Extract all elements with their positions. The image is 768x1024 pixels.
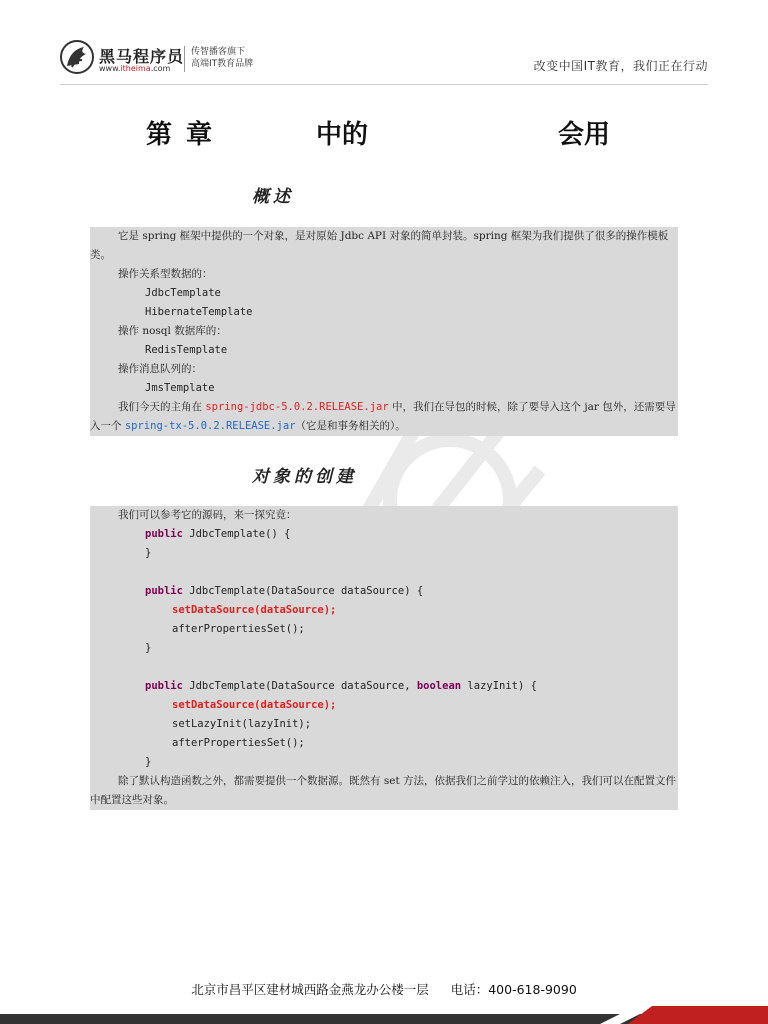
section-heading-overview: 概述 xyxy=(252,187,294,207)
keyword-public: public xyxy=(145,528,183,540)
jdbc-template-label: JdbcTemplate xyxy=(145,287,221,299)
jar-paragraph xyxy=(90,398,678,436)
relational-label: 操作关系型数据的： xyxy=(118,268,213,280)
ctor2-sig: JdbcTemplate(DataSource dataSource) { xyxy=(182,585,424,597)
keyword-public: public xyxy=(145,680,183,692)
mq-label: 操作消息队列的： xyxy=(118,363,202,375)
nosql-label: 操作 nosql 数据库的： xyxy=(118,325,227,337)
page-header xyxy=(0,0,768,92)
url-highlight: itheima xyxy=(120,64,151,73)
title-part-2: 章 xyxy=(186,120,213,150)
title-part-3: 中的 xyxy=(316,120,369,150)
code-intro: 我们可以参考它的源码，来一探究竟： xyxy=(118,509,297,521)
ctor1-sig: JdbcTemplate() { xyxy=(182,528,291,540)
section-heading-creation: 对象的创建 xyxy=(252,467,357,487)
code-line-set-ds-2: setDataSource(dataSource); xyxy=(172,699,337,711)
overview-text-box xyxy=(90,227,678,436)
horse-logo-icon xyxy=(60,40,94,74)
code-line-close-1: } xyxy=(145,547,152,559)
code-line-after-2: afterPropertiesSet(); xyxy=(172,737,305,749)
overview-paragraph: 它是 spring 框架中提供的一个对象，是对原始 Jdbc API 对象的简单封装。spring 框架为我们提供了很多的操作模板类。 xyxy=(90,230,669,261)
code-line-after-1: afterPropertiesSet(); xyxy=(172,623,305,635)
page-footer xyxy=(0,980,768,998)
jms-template-label: JmsTemplate xyxy=(145,382,215,394)
brand-url[interactable] xyxy=(99,64,170,73)
code-line-ctor1 xyxy=(90,525,678,544)
header-divider xyxy=(184,46,185,72)
footer-phone: 电话：400-618-9090 xyxy=(450,982,577,997)
jar-text-c: （它是和事务相关的）。 xyxy=(295,420,406,432)
slogan-line-2: 高端IT教育品牌 xyxy=(191,59,254,69)
keyword-boolean: boolean xyxy=(416,680,462,692)
hibernate-template-label: HibernateTemplate xyxy=(145,306,253,318)
spring-tx-jar: spring-tx-5.0.2.RELEASE.jar xyxy=(124,420,296,432)
spring-jdbc-jar: spring-jdbc-5.0.2.RELEASE.jar xyxy=(205,401,389,413)
code-line-ctor2 xyxy=(90,582,678,601)
title-part-1: 第 xyxy=(146,120,173,150)
jar-text-b: 中，我们在导包的时候，除了要导入这个 jar 包外，还需要导入一个 xyxy=(90,401,676,432)
code-blank-2 xyxy=(90,658,678,677)
slogan-line-1: 传智播客旗下 xyxy=(191,47,246,57)
ctor3-sig-a: JdbcTemplate(DataSource dataSource, xyxy=(182,680,417,692)
creation-code-box xyxy=(90,506,678,810)
code-line-set-lazy: setLazyInit(lazyInit); xyxy=(172,718,312,730)
creation-outro: 除了默认构造函数之外，都需要提供一个数据源。既然有 set 方法，依据我们之前学过的依赖注入，我们可以在配置文件中配置这些对象。 xyxy=(90,775,676,806)
code-blank-1 xyxy=(90,563,678,582)
ctor3-sig-b: lazyInit) { xyxy=(461,680,537,692)
chapter-title xyxy=(0,114,768,148)
url-prefix: www. xyxy=(99,64,121,73)
keyword-public: public xyxy=(145,585,183,597)
footer-bar xyxy=(0,1006,768,1024)
footer-address: 北京市昌平区建材城西路金燕龙办公楼一层 xyxy=(191,982,429,997)
brand-name: 黑马程序员 xyxy=(99,47,185,66)
redis-template-label: RedisTemplate xyxy=(145,344,228,356)
code-line-ctor3 xyxy=(90,677,678,696)
title-part-4: 会用 xyxy=(558,120,611,150)
header-rule xyxy=(60,84,708,85)
code-line-close-3: } xyxy=(145,756,152,768)
jar-text-a: 我们今天的主角在 xyxy=(118,401,206,413)
header-tagline: 改变中国IT教育，我们正在行动 xyxy=(533,59,708,73)
url-suffix: .com xyxy=(150,64,171,73)
code-line-set-ds-1: setDataSource(dataSource); xyxy=(172,604,337,616)
code-line-close-2: } xyxy=(145,642,152,654)
